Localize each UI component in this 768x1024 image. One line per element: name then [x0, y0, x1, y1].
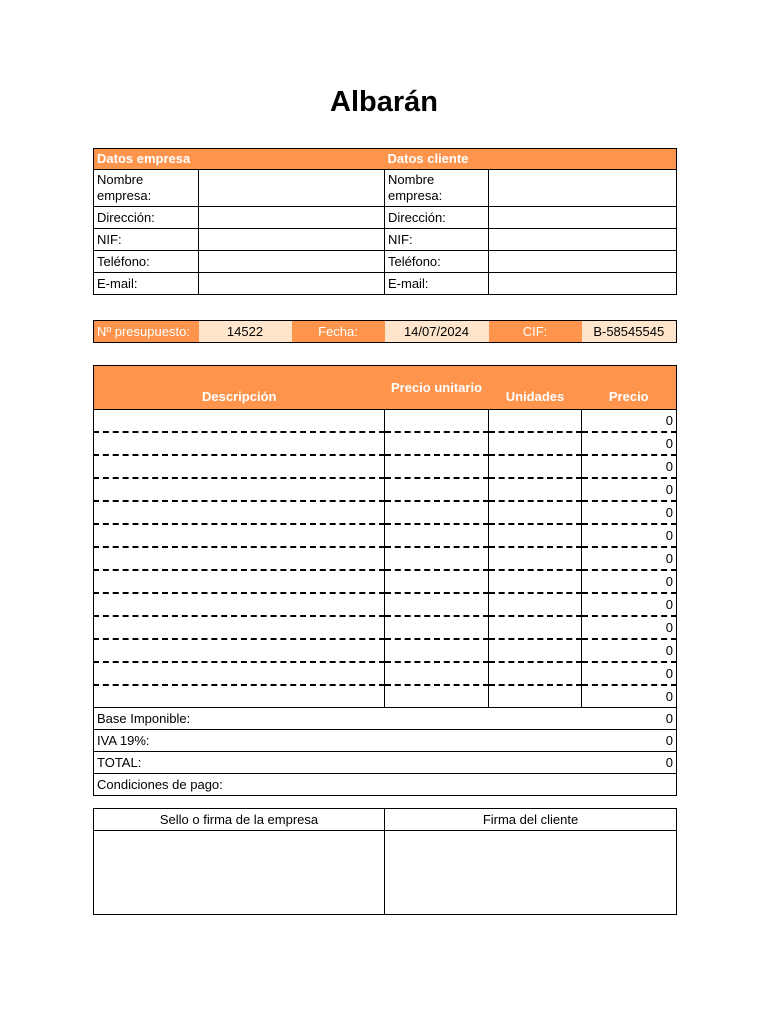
- date-value[interactable]: 14/07/2024: [385, 321, 489, 343]
- item-price: 0: [582, 616, 677, 639]
- item-description[interactable]: [94, 662, 385, 685]
- client-value[interactable]: [489, 170, 677, 207]
- company-data-header: Datos empresa: [94, 149, 385, 170]
- date-label: Fecha:: [292, 321, 385, 343]
- item-row: [94, 524, 677, 547]
- parties-row: [94, 229, 677, 251]
- item-units[interactable]: [489, 685, 582, 708]
- item-units[interactable]: [489, 616, 582, 639]
- item-price: 0: [582, 570, 677, 593]
- company-label: Teléfono:: [94, 251, 199, 273]
- client-label: Teléfono:: [385, 251, 489, 273]
- item-units[interactable]: [489, 432, 582, 455]
- item-unit-price[interactable]: [385, 410, 489, 433]
- item-units[interactable]: [489, 570, 582, 593]
- base-label: Base Imponible:: [94, 708, 582, 730]
- company-signature-box[interactable]: [94, 831, 385, 915]
- client-value[interactable]: [489, 229, 677, 251]
- parties-row: [94, 251, 677, 273]
- item-description[interactable]: [94, 432, 385, 455]
- items-header-row: [94, 366, 677, 410]
- item-unit-price[interactable]: [385, 432, 489, 455]
- signature-header-row: [94, 809, 677, 831]
- base-value: 0: [582, 708, 677, 730]
- signature-box-row: [94, 831, 677, 915]
- item-unit-price[interactable]: [385, 616, 489, 639]
- parties-row: [94, 170, 677, 207]
- item-row: [94, 432, 677, 455]
- client-value[interactable]: [489, 251, 677, 273]
- item-row: [94, 662, 677, 685]
- item-units[interactable]: [489, 478, 582, 501]
- item-unit-price[interactable]: [385, 662, 489, 685]
- item-price: 0: [582, 524, 677, 547]
- client-label: Dirección:: [385, 207, 489, 229]
- quote-number-value[interactable]: 14522: [199, 321, 292, 343]
- client-signature-box[interactable]: [385, 831, 677, 915]
- item-units[interactable]: [489, 410, 582, 433]
- company-label: E-mail:: [94, 273, 199, 295]
- item-unit-price[interactable]: [385, 547, 489, 570]
- item-unit-price[interactable]: [385, 685, 489, 708]
- base-row: [94, 708, 677, 730]
- item-units[interactable]: [489, 593, 582, 616]
- item-price: 0: [582, 501, 677, 524]
- item-unit-price[interactable]: [385, 501, 489, 524]
- item-units[interactable]: [489, 455, 582, 478]
- item-unit-price[interactable]: [385, 639, 489, 662]
- payment-row: [94, 774, 677, 796]
- item-units[interactable]: [489, 501, 582, 524]
- total-row: [94, 752, 677, 774]
- item-price: 0: [582, 478, 677, 501]
- client-value[interactable]: [489, 273, 677, 295]
- quote-strip: [93, 320, 677, 343]
- company-label: Dirección:: [94, 207, 199, 229]
- cif-label: CIF:: [489, 321, 582, 343]
- total-label: TOTAL:: [94, 752, 582, 774]
- company-value[interactable]: [199, 207, 385, 229]
- item-row: [94, 501, 677, 524]
- vat-value: 0: [582, 730, 677, 752]
- item-unit-price[interactable]: [385, 478, 489, 501]
- item-price: 0: [582, 432, 677, 455]
- parties-header-row: [94, 149, 677, 170]
- client-label: Nombre empresa:: [385, 170, 489, 207]
- item-row: [94, 478, 677, 501]
- item-description[interactable]: [94, 524, 385, 547]
- parties-row: [94, 273, 677, 295]
- item-row: [94, 616, 677, 639]
- item-price: 0: [582, 593, 677, 616]
- item-price: 0: [582, 685, 677, 708]
- units-header: Unidades: [489, 366, 582, 410]
- item-description[interactable]: [94, 685, 385, 708]
- item-price: 0: [582, 410, 677, 433]
- item-description[interactable]: [94, 478, 385, 501]
- company-label: Nombre empresa:: [94, 170, 199, 207]
- item-description[interactable]: [94, 639, 385, 662]
- payment-value[interactable]: [582, 774, 677, 796]
- item-description[interactable]: [94, 547, 385, 570]
- company-label: NIF:: [94, 229, 199, 251]
- item-row: [94, 639, 677, 662]
- item-price: 0: [582, 547, 677, 570]
- item-row: [94, 455, 677, 478]
- company-value[interactable]: [199, 273, 385, 295]
- item-price: 0: [582, 639, 677, 662]
- company-value[interactable]: [199, 170, 385, 207]
- parties-row: [94, 207, 677, 229]
- item-unit-price[interactable]: [385, 570, 489, 593]
- item-unit-price[interactable]: [385, 455, 489, 478]
- item-row: [94, 570, 677, 593]
- item-description[interactable]: [94, 501, 385, 524]
- client-label: NIF:: [385, 229, 489, 251]
- item-units[interactable]: [489, 662, 582, 685]
- unit-price-header: Precio unitario: [385, 366, 489, 410]
- total-value: 0: [582, 752, 677, 774]
- item-units[interactable]: [489, 547, 582, 570]
- item-units[interactable]: [489, 639, 582, 662]
- item-units[interactable]: [489, 524, 582, 547]
- signature-table: [93, 808, 677, 915]
- item-description[interactable]: [94, 570, 385, 593]
- company-value[interactable]: [199, 251, 385, 273]
- item-row: [94, 410, 677, 433]
- item-price: 0: [582, 662, 677, 685]
- parties-table: [93, 148, 677, 295]
- item-description[interactable]: [94, 616, 385, 639]
- client-signature-label: Firma del cliente: [385, 809, 677, 831]
- item-row: [94, 593, 677, 616]
- item-row: [94, 685, 677, 708]
- price-header: Precio: [582, 366, 677, 410]
- item-unit-price[interactable]: [385, 593, 489, 616]
- company-signature-label: Sello o firma de la empresa: [94, 809, 385, 831]
- item-description[interactable]: [94, 410, 385, 433]
- vat-label: IVA 19%:: [94, 730, 582, 752]
- vat-row: [94, 730, 677, 752]
- client-label: E-mail:: [385, 273, 489, 295]
- cif-value[interactable]: B-58545545: [582, 321, 677, 343]
- item-description[interactable]: [94, 455, 385, 478]
- item-price: 0: [582, 455, 677, 478]
- company-value[interactable]: [199, 229, 385, 251]
- description-header: Descripción: [94, 366, 385, 410]
- items-table: [93, 365, 677, 796]
- document-title: Albarán: [330, 86, 438, 118]
- item-description[interactable]: [94, 593, 385, 616]
- quote-number-label: Nº presupuesto:: [94, 321, 199, 343]
- client-value[interactable]: [489, 207, 677, 229]
- item-row: [94, 547, 677, 570]
- payment-label: Condiciones de pago:: [94, 774, 582, 796]
- item-unit-price[interactable]: [385, 524, 489, 547]
- client-data-header: Datos cliente: [385, 149, 677, 170]
